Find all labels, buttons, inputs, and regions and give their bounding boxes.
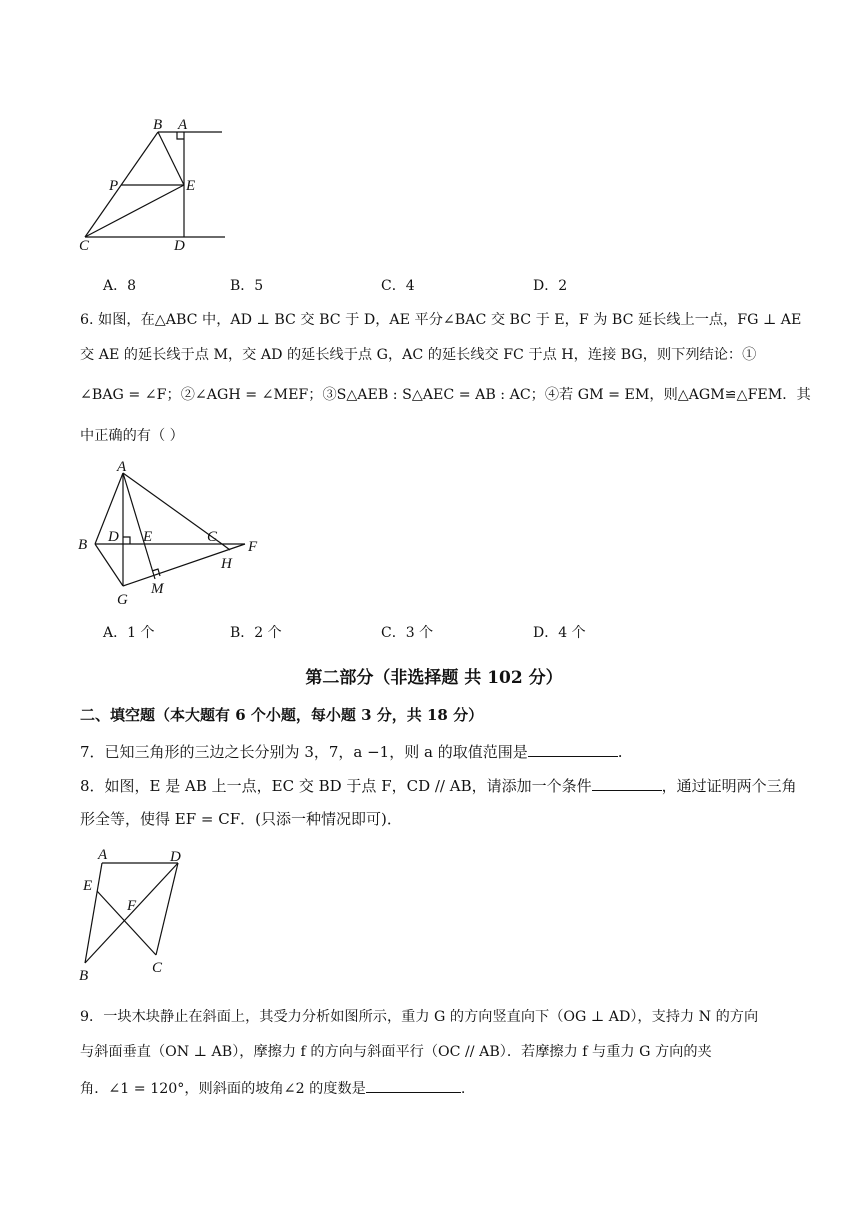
label-C: C [79,238,90,254]
label-G: G [117,592,128,608]
q7-end: . [617,743,623,761]
q6-line-2: 交 AE 的延长线于点 M，交 AD 的延长线于点 G，AC 的延长线交 FC 于点 H，连接 BG，则下列结论：① [80,347,757,363]
label-E: E [83,878,93,894]
q6-option-d[interactable]: D．4 个 [533,625,586,641]
label-D: D [174,238,185,254]
q7-text [80,740,622,763]
q5-option-b[interactable]: B．5 [230,278,264,294]
q6-option-b[interactable]: B．2 个 [230,625,282,641]
section-title: 二、填空题（本大题有 6 个小题，每小题 3 分，共 18 分） [80,706,484,724]
label-P: P [109,178,119,194]
q5-option-c[interactable]: C．4 [381,278,415,294]
q6-line-4: 中正确的有（ ） [80,428,184,444]
q8-line-1 [80,774,797,797]
q8-figure [70,843,200,988]
q8-answer-blank[interactable] [592,774,662,791]
label-H: H [221,556,232,572]
q7-answer-blank[interactable] [528,740,618,757]
label-D: D [170,849,181,865]
label-A: A [178,117,188,133]
q8-line-2: 形全等，使得 EF = CF．(只添一种情况即可)． [80,810,402,828]
q9-answer-blank[interactable] [366,1076,461,1093]
label-C: C [152,960,163,976]
label-M: M [151,581,164,597]
q6-figure [70,455,280,615]
q9-line-1: 9．一块木块静止在斜面上，其受力分析如图所示，重力 G 的方向竖直向下（OG ⊥ AD），支持力 N 的方向 [80,1009,759,1025]
label-B: B [153,117,163,133]
q6-line-3: ∠BAG = ∠F；②∠AGH = ∠MEF；③S△AEB : S△AEC = AB : AC；④若 GM = EM，则△AGM≌△FEM．其 [80,387,811,403]
label-A: A [117,459,127,475]
q9-end: . [460,1081,466,1097]
q8-question-cont: ，通过证明两个三角 [661,777,797,795]
q5-option-a[interactable]: A．8 [103,278,137,294]
label-C: C [207,529,218,545]
q6-line-1: 6. 如图，在△ABC 中，AD ⊥ BC 交 BC 于 D，AE 平分∠BAC 交 BC 于 E，F 为 BC 延长线上一点，FG ⊥ AE [80,312,802,328]
label-B: B [78,537,88,553]
label-F: F [127,898,137,914]
part2-title: 第二部分（非选择题 共 102 分） [305,668,563,688]
label-F: F [248,539,258,555]
q9-line-2: 与斜面垂直（ON ⊥ AB），摩擦力 f 的方向与斜面平行（OC // AB）．若摩擦力 f 与重力 G 方向的夹 [80,1044,712,1060]
label-E: E [186,178,196,194]
q7-question: 7．已知三角形的三边之长分别为 3，7，a −1，则 a 的取值范围是 [80,743,528,761]
label-E: E [143,529,153,545]
label-D: D [108,529,119,545]
label-B: B [79,968,89,984]
q5-figure [70,110,240,260]
q5-option-d[interactable]: D．2 [533,278,568,294]
q9-line-3 [80,1076,465,1100]
q8-question: 8．如图，E 是 AB 上一点，EC 交 BD 于点 F，CD // AB，请添加一个条件 [80,777,592,795]
label-A: A [98,847,108,863]
q6-option-a[interactable]: A．1 个 [103,625,155,641]
q6-option-c[interactable]: C．3 个 [381,625,434,641]
q9-question: 角．∠1 = 120°，则斜面的坡角∠2 的度数是 [80,1081,366,1097]
